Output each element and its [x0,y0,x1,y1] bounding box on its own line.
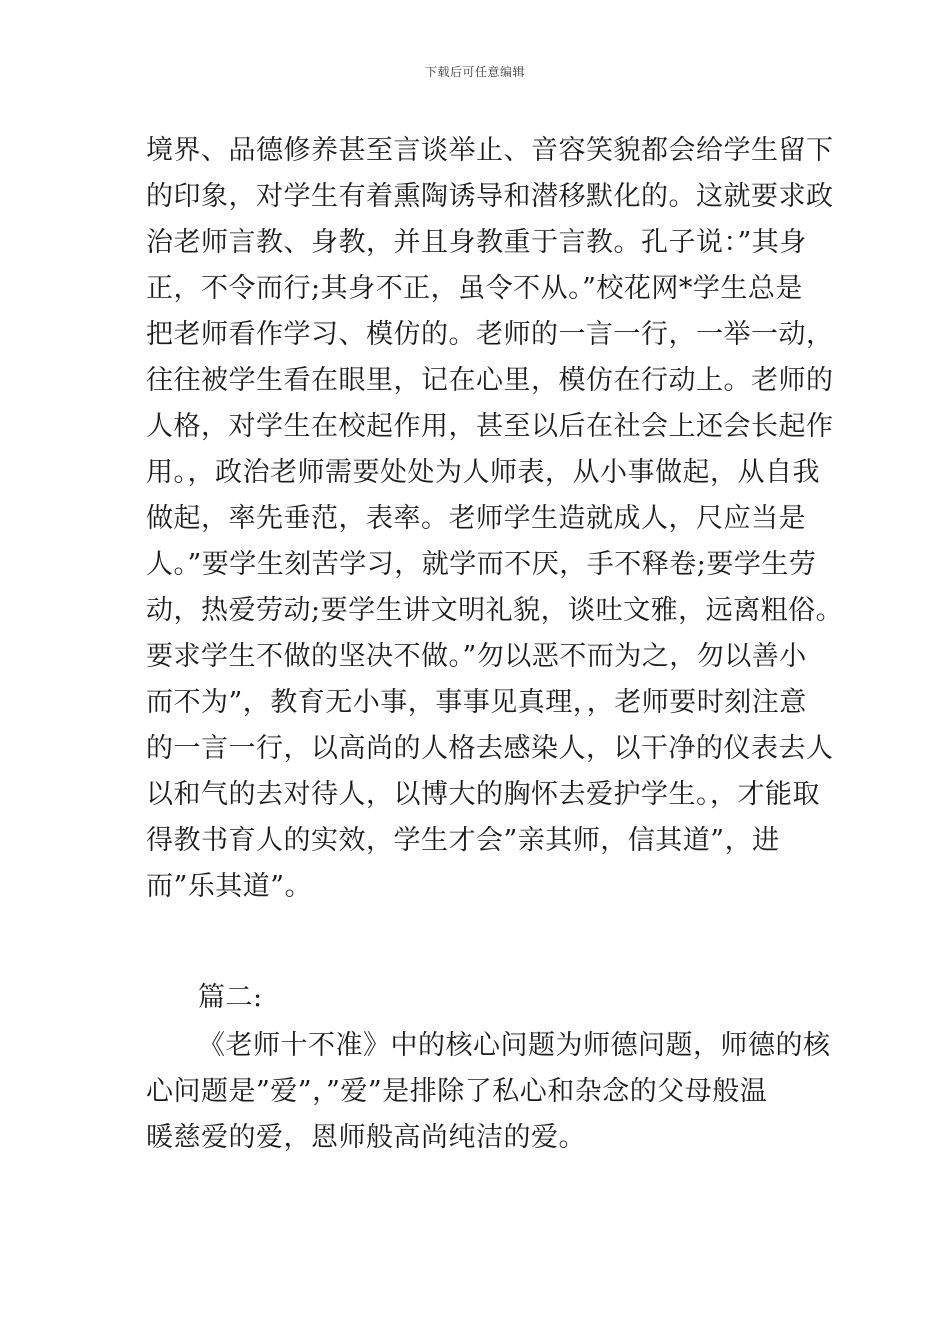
text-line: 人格，对学生在校起作用，甚至以后在社会上还会长起作 [146,411,834,442]
text-line: 治老师言教、身教，并且身教重于言教。孔子说：”其身 [146,227,807,258]
text-line: 心问题是”爱”，”爱”是排除了私心和杂念的父母般温 [146,1076,768,1107]
text-line: 做起，率先垂范，表率。老师学生造就成人，尺应当是 [146,503,806,534]
text-line: 境界、品德修养甚至言谈举止、音容笑貌都会给学生留下 [146,135,834,166]
text-line: 要求学生不做的坚决不做。”勿以恶不而为之，勿以善小 [146,641,807,672]
text-line: 往往被学生看在眼里，记在心里，模仿在行动上。老师的 [146,365,834,396]
text-line: 把老师看作学习、模仿的。老师的一言一行，一举一动， [146,319,834,350]
text-line: 用。，政治老师需要处处为人师表，从小事做起，从自我 [146,457,820,488]
text-line: 的印象，对学生有着熏陶诱导和潜移默化的。这就要求政 [146,181,834,212]
text-line: 人。”要学生刻苦学习，就学而不厌，手不释卷;要学生劳 [146,549,817,580]
text-line: 动，热爱劳动;要学生讲文明礼貌，谈吐文雅，远离粗俗。 [146,595,844,626]
text-line: 得教书育人的实效，学生才会”亲其师，信其道”，进 [146,825,780,856]
text-line: 正，不令而行;其身不正，虽令不从。”校花网*学生总是 [146,273,803,304]
text-line: 而不为”，教育无小事，事事见真理，，老师要时刻注意 [146,687,807,718]
text-line: 暖慈爱的爱，恩师般高尚纯洁的爱。 [146,1122,586,1153]
text-line: 《老师十不准》中的核心问题为师德问题，师德的核 [198,1030,831,1061]
text-line: 以和气的去对待人，以博大的胸怀去爱护学生。，才能取 [146,779,820,810]
text-line: 而”乐其道”。 [146,871,313,902]
text-line: 的一言一行，以高尚的人格去感染人，以干净的仪表去人 [146,733,834,764]
header-note: 下载后可任意编辑 [424,65,525,79]
section-heading: 篇二: [198,982,263,1013]
